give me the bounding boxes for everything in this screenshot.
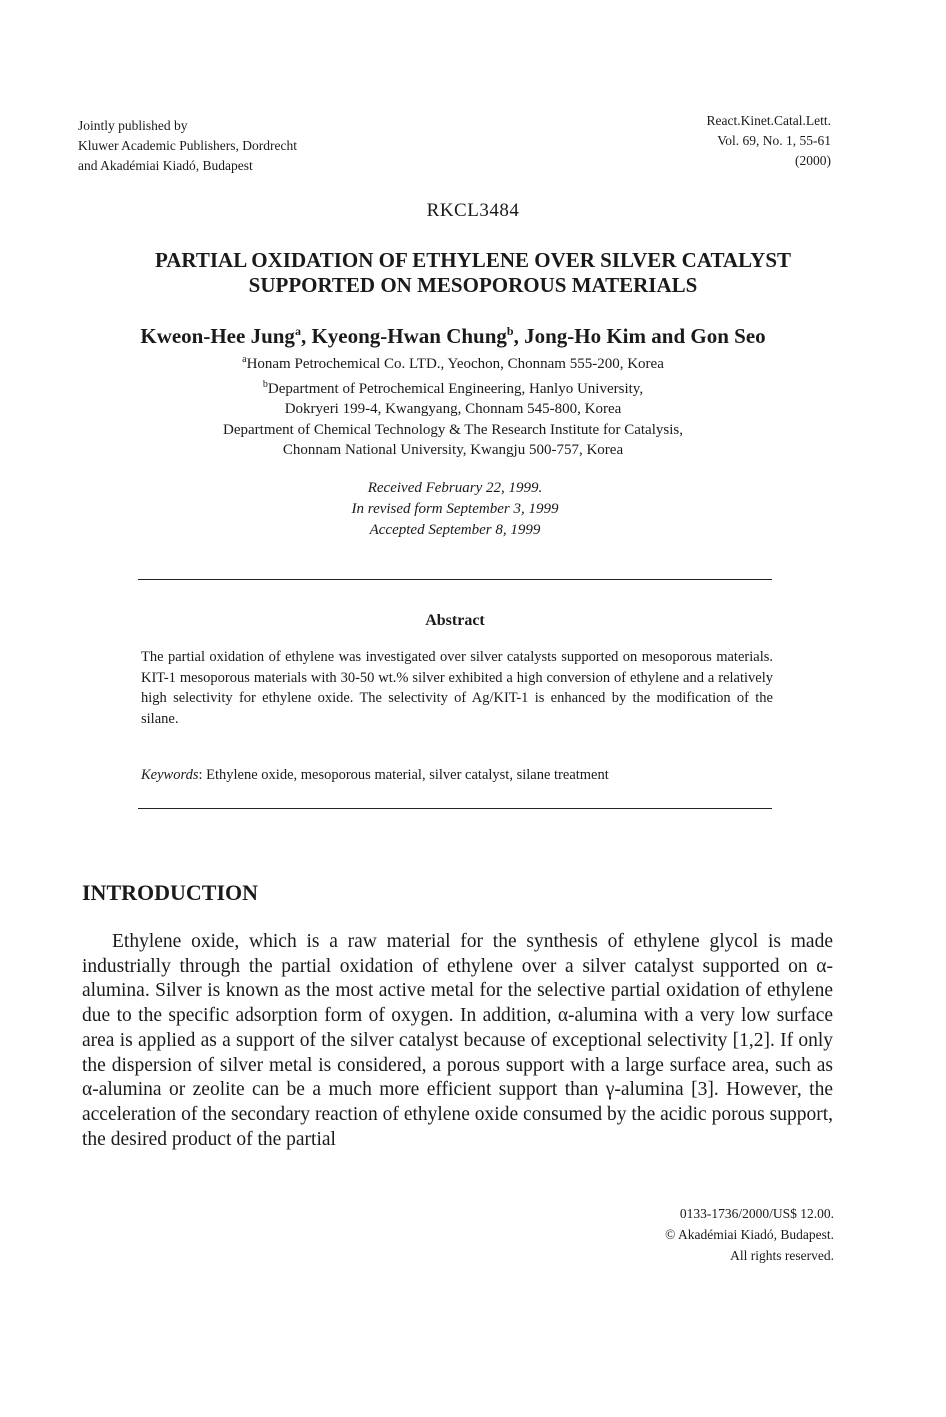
affiliation-c-address: Chonnam National University, Kwangju 500-757, Korea <box>282 442 624 458</box>
author-3: Jong-Ho Kim and Gon Seo <box>524 324 766 348</box>
author-1-sup: a <box>294 324 301 338</box>
paper-title <box>60 248 886 298</box>
section-heading-introduction: INTRODUCTION <box>82 880 259 905</box>
author-2: Kyeong-Hwan Chung <box>311 324 507 348</box>
affiliation-a-text: Honam Petrochemical Co. LTD., Yeochon, Chonnam 555-200, Korea <box>246 356 664 372</box>
journal-line: Vol. 69, No. 1, 55-61 <box>717 133 831 148</box>
keywords-text: Ethylene oxide, mesoporous material, silver catalyst, silane treatment <box>206 767 609 783</box>
affiliations <box>0 350 906 461</box>
journal-line: (2000) <box>795 153 831 168</box>
publisher-info <box>78 116 297 176</box>
affiliation-b <box>0 375 906 400</box>
footer-line: 0133-1736/2000/US$ 12.00. <box>679 1206 834 1221</box>
article-code: RKCL3484 <box>426 200 520 221</box>
affiliation-a-sup: a <box>242 354 247 365</box>
title-line-1: PARTIAL OXIDATION OF ETHYLENE OVER SILVER CATALYST <box>154 248 792 272</box>
copyright-footer <box>665 1203 834 1266</box>
author-2-sup: b <box>506 324 514 338</box>
footer-line: All rights reserved. <box>730 1248 834 1263</box>
publisher-line: Kluwer Academic Publishers, Dordrecht <box>78 138 297 153</box>
date-revised: In revised form September 3, 1999 <box>351 501 559 517</box>
affiliation-b-address: Dokryeri 199-4, Kwangyang, Chonnam 545-800, Korea <box>284 401 622 417</box>
affiliation-a <box>0 350 906 375</box>
divider-top <box>138 579 772 580</box>
submission-dates <box>0 478 910 541</box>
journal-line: React.Kinet.Catal.Lett. <box>706 113 831 128</box>
keywords-label: Keywords <box>141 767 199 783</box>
publisher-line: and Akadémiai Kiadó, Budapest <box>78 158 253 173</box>
author-list: Kweon-Hee Jung$^a$, Kyeong-Hwan Chung$^b$, Jong-Ho Kim and Gon Seo <box>140 324 766 348</box>
introduction-paragraph: Ethylene oxide, which is a raw material for the synthesis of ethylene glycol is made industrially through the partial oxidation of ethylene over a silver catalyst supported on α-alumina. Silver is known as the most active metal for the selective partial oxidation of ethylene due to the specific adsorption form of oxygen. In addition, α-alumina with a very low surface area is applied as a support of the silver catalyst because of exceptional selectivity [1,2]. If only the dispersion of silver metal is considered, a porous support with a large surface area, such as α-alumina or zeolite can be a much more efficient support than γ-alumina [3]. However, the acceleration of the secondary reaction of ethylene oxide consumed by the acidic porous support, the desired product of the partial <box>82 931 833 1150</box>
publisher-line: Jointly published by <box>78 118 188 133</box>
date-received: Received February 22, 1999. <box>367 480 543 496</box>
journal-citation <box>707 111 831 171</box>
affiliation-b-text: Department of Petrochemical Engineering, Hanlyo University, <box>267 380 644 397</box>
affiliation-c: Department of Chemical Technology & The Research Institute for Catalysis, <box>223 421 683 438</box>
affiliation-b-sup: b <box>262 378 268 390</box>
title-line-2: SUPPORTED ON MESOPOROUS MATERIALS <box>248 273 698 297</box>
divider-bottom <box>138 808 772 809</box>
abstract-text: The partial oxidation of ethylene was investigated over silver catalysts supported on mesoporous materials. KIT-1 mesoporous materials with 30-50 wt.% silver exhibited a high conversion of ethylene and a relatively high selectivity for ethylene oxide. The selectivity of Ag/KIT-1 is enhanced by the modification of the silane. <box>141 649 773 727</box>
date-accepted: Accepted September 8, 1999 <box>369 522 541 538</box>
author-1: Kweon-Hee Jung <box>140 324 295 348</box>
keywords: Keywords: Ethylene oxide, mesoporous material, silver catalyst, silane treatment <box>141 767 609 783</box>
abstract-heading: Abstract <box>425 612 485 629</box>
footer-line: © Akadémiai Kiadó, Budapest. <box>665 1227 834 1242</box>
